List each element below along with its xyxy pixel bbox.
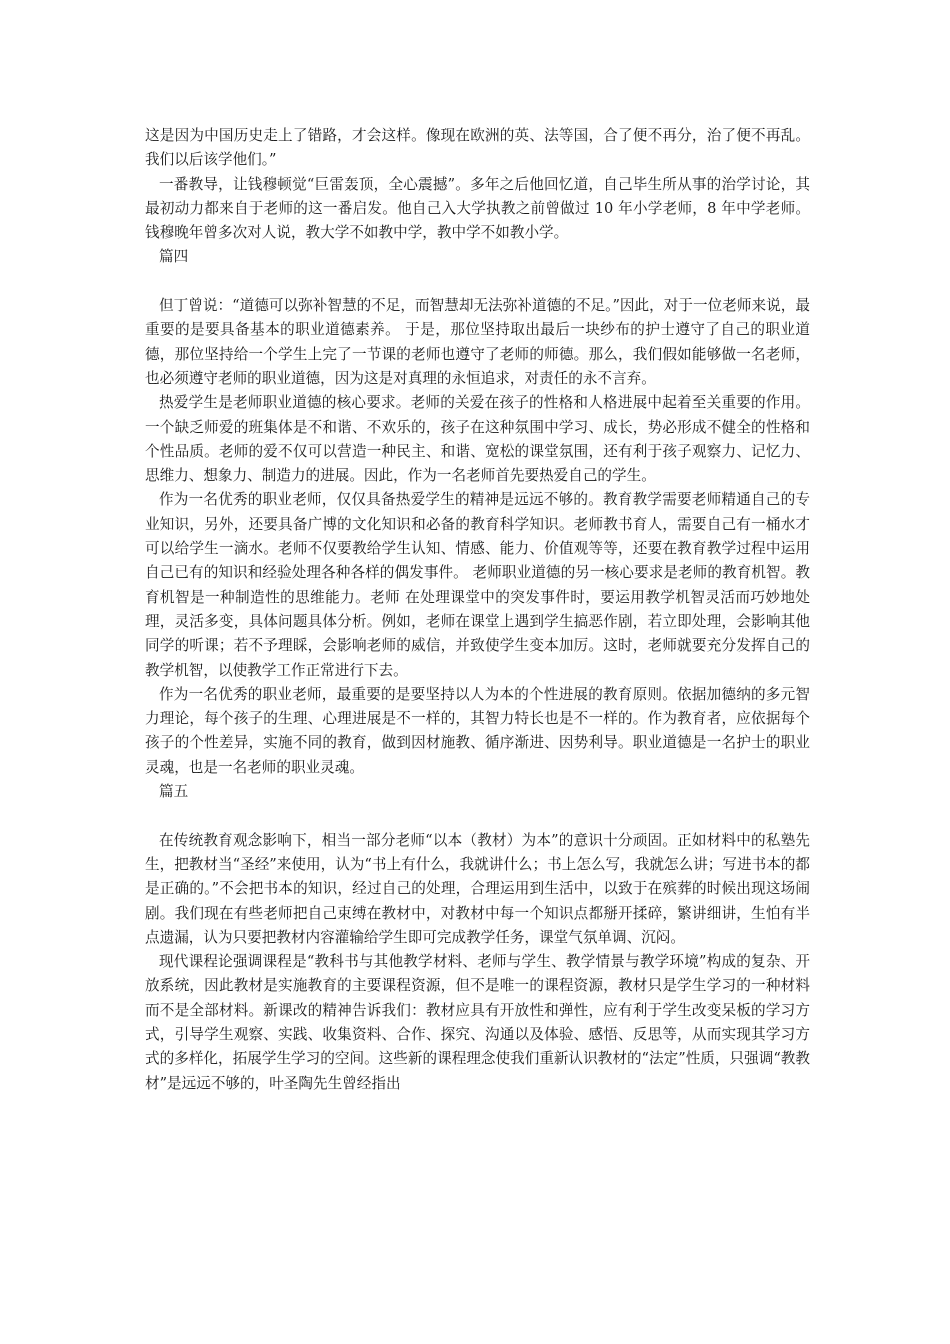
paragraph-love-students: 热爱学生是老师职业道德的核心要求。老师的关爱在孩子的性格和人格进展中起着至关重要的作用。一个缺乏师爱的班集体是不和谐、不欢乐的，孩子在这种氛围中学习、成长，势必形成不健全的性格和个性品质。老师的爱不仅可以营造一种民主、和谐、宽松的课堂氛围，还有利于孩子观察力、记忆力、思维力、想象力、制造力的进展。因此，作为一名老师首先要热爱自己的学生。 bbox=[145, 394, 810, 485]
document-page bbox=[145, 124, 810, 1096]
paragraph-professional-knowledge: 作为一名优秀的职业老师，仅仅具备热爱学生的精神是远远不够的。教育教学需要老师精通自己的专业知识，另外，还要具备广博的文化知识和必备的教育科学知识。老师教书育人，需要自己有一桶水才可以给学生一滴水。老师不仅要教给学生认知、情感、能力、价值观等等，还要在教育教学过程中运用自己已有的知识和经验处理各种各样的偶发事件。 老师职业道德的另一核心要求是老师的教育机智。教育机智是一种制造性的思维能力。老师 在处理课堂中的突发事件时，要运用教学机智灵活而巧妙地处理，灵活多变，具体问题具体分析。例如，老师在课堂上遇到学生搞恶作剧，若立即处理，会影响其他同学的听课；若不予理睬，会影响老师的威信，并致使学生变本加厉。这时，老师就要充分发挥自己的教学机智，以使教学工作正常进行下去。 bbox=[145, 491, 810, 679]
paragraph-dante: 但丁曾说：“道德可以弥补智慧的不足，而智慧却无法弥补道德的不足。”因此，对于一位老师来说，最重要的是要具备基本的职业道德素养。 于是，那位坚持取出最后一块纱布的护士遵守了自己的职业道德，那位坚持给一个学生上完了一节课的老师也遵守了老师的师德。那么，我们假如能够做一名老师，也必须遵守老师的职业道德，因为这是对真理的永恒追求，对责任的永不言弃。 bbox=[145, 297, 810, 387]
section-heading-4: 篇四 bbox=[159, 248, 189, 266]
paragraph-modern-curriculum: 现代课程论强调课程是“教科书与其他教学材料、老师与学生、教学情景与教学环境”构成的复杂、开放系统，因此教材是实施教育的主要课程资源，但不是唯一的课程资源，教材只是学生学习的一种材料而不是全部材料。新课改的精神告诉我们：教材应具有开放性和弹性，应有利于学生改变呆板的学习方式，引导学生观察、实践、收集资料、合作、探究、沟通以及体验、感悟、反思等，从而实现其学习方式的多样化，拓展学生学习的空间。这些新的课程理念使我们重新认识教材的“法定”性质，只强调“教教材”是远远不够的，叶圣陶先生曾经指出 bbox=[145, 953, 810, 1092]
blank-line bbox=[145, 804, 810, 828]
section-heading-5: 篇五 bbox=[159, 783, 189, 801]
paragraph-individuality: 作为一名优秀的职业老师，最重要的是要坚持以人为本的个性进展的教育原则。依据加德纳的多元智力理论，每个孩子的生理、心理进展是不一样的，其智力特长也是不一样的。作为教育者，应依据每个孩子的个性差异，实施不同的教育，做到因材施教、循序渐进、因势利导。职业道德是一名护士的职业灵魂，也是一名老师的职业灵魂。 bbox=[145, 685, 810, 776]
paragraph-continued: 这是因为中国历史走上了错路，才会这样。像现在欧洲的英、法等国，合了便不再分，治了便不再乱。我们以后该学他们。” bbox=[145, 127, 810, 169]
paragraph-traditional-education: 在传统教育观念影响下，相当一部分老师“以本（教材）为本”的意识十分顽固。正如材料中的私塾先生，把教材当“圣经”来使用，认为“书上有什么，我就讲什么；书上怎么写，我就怎么讲；写进书本的都是正确的。”不会把书本的知识，经过自己的处理，合理运用到生活中，以致于在殡葬的时候出现这场闹剧。我们现在有些老师把自己束缚在教材中，对教材中每一个知识点都掰开揉碎，繁讲细讲，生怕有半点遗漏，认为只要把教材内容灌输给学生即可完成教学任务，课堂气氛单调、沉闷。 bbox=[145, 831, 810, 946]
paragraph-qian-mu: 一番教导，让钱穆顿觉“巨雷轰顶，全心震撼”。多年之后他回忆道，自己毕生所从事的治学讨论，其最初动力都来自于老师的这一番启发。他自己入大学执教之前曾做过 10 年小学老师，8 年中学老师。钱穆晚年曾多次对人说，教大学不如教中学，教中学不如教小学。 bbox=[145, 175, 810, 242]
blank-line bbox=[145, 270, 810, 294]
